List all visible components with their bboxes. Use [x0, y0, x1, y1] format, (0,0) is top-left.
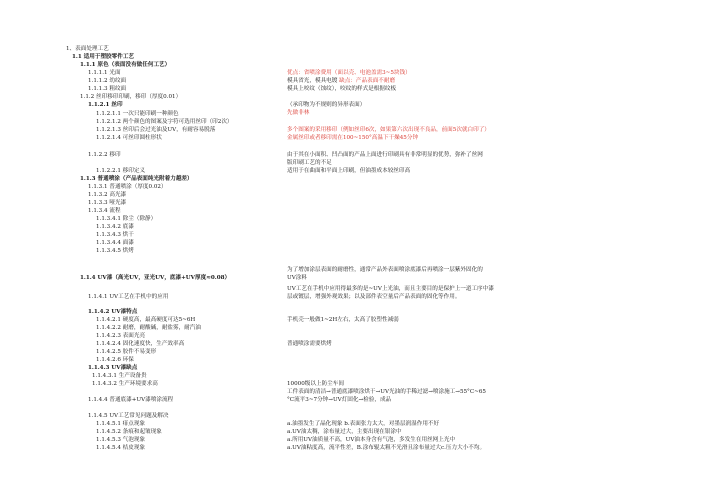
note-text: 版印刷工艺的不足 [287, 160, 332, 166]
outline-item: 1.1.1.2 幼纹面 [88, 78, 127, 84]
outline-item: 1.1.2 丝印移印印刷，移印（厚度0.01） [80, 94, 182, 100]
outline-item: 1.1.4.4 普通底漆+UV漆喷涂流程 [88, 397, 174, 403]
outline-item: 1.1.4.1 UV工艺在手机中的应用 [88, 294, 169, 300]
note-text: 适用于在曲面和平面上印刷，但油墨成本较丝印高 [287, 168, 411, 174]
outline-item: 1.1.2.1 丝印 [88, 102, 123, 108]
outline-item: 1.1.4.2.3 表面光亮 [96, 333, 146, 339]
outline-item: 1.1.1.3 粗纹面 [88, 86, 127, 92]
note-text: 为了增加涂层表面的耐磨性，通常产品外表面喷涂底漆后再喷涂一层紫外固化的 [287, 267, 483, 273]
note-text: 普通喷涂需要烘烤 [287, 341, 332, 347]
note-text: 先做非林 [287, 110, 310, 116]
outline-item: 1.1.2.1.3 丝印后会过光油及UV，有耐容易脱落 [96, 127, 216, 133]
outline-item: 1.1.3.2 高光漆 [88, 192, 127, 198]
note-text: UV涂料 [287, 275, 307, 281]
note-text: 层或镀层，增强外观效果；以及部件表空量后产品表面的固化等作用。 [287, 294, 461, 300]
outline-item: 1.1.3.4.4 面漆 [96, 240, 134, 246]
note-text: （承印物为不规则的异形表面） [287, 102, 366, 108]
outline-item: 1.1.4.5 UV工艺常见问题及解决 [88, 413, 169, 419]
outline-item: 1.1.4.5.4 桔皮现象 [96, 445, 146, 451]
outline-item: 1.1.2.2 移印 [88, 152, 121, 158]
note-highlight: 缺点：产品表面不耐磨 [339, 78, 396, 84]
outline-item: 1.1.4.3.1 生产设备贵 [92, 373, 147, 379]
outline-item: 1.1.3.4.2 底漆 [96, 224, 134, 230]
outline-item: 1.1.3.4.5 烘烤 [96, 248, 134, 254]
outline-item: 1.1.4.2 UV漆特点 [88, 309, 138, 315]
note-text: a.UV油粘度高，流平性差，B.涂布辊太粗不光滑且涂布量过大c.压力大小不均。 [287, 445, 486, 451]
outline-item: 1.1.4.5.3 气泡现象 [96, 437, 146, 443]
outline-item: 1.1.4.3 UV漆缺点 [88, 365, 138, 371]
note-text: a.油墨发生了晶化现象 b.表面张力太大，对墨层润湿作用不好 [287, 421, 440, 427]
note-text: 金属丝印或者移印需在100~150°高温下干燥45分钟 [287, 135, 419, 141]
outline-item: 1.1.1 原色（表面没有做任何工艺） [80, 62, 171, 68]
outline-item: 1.1.4.2.2 耐磨，耐酸碱，耐盐雾，耐汽油 [96, 325, 201, 331]
note-text: a.UV油太稠，涂布量过大，主要出现在银涂中 [287, 429, 402, 435]
outline-item: 1.1.4 UV漆（高光UV，亚光UV，底漆+UV厚度≈0.08） [80, 275, 231, 281]
outline-item: 1.1.2.2.1 移印定义 [96, 168, 146, 174]
outline-item: 1.1.2.1.1 一次只能印刷一种颜色 [96, 111, 179, 117]
outline-item: 1.1 适用于塑胶零件工艺 [72, 54, 135, 60]
outline-item: 1.1.3.4 流程 [88, 208, 121, 214]
note-text: 工件表面的清洁→普通底漆喷涂烘干→UV光油的手稀过滤→喷涂施工→55°C~65 [287, 389, 486, 395]
outline-item: 1.1.4.5.1 痱点现象 [96, 421, 146, 427]
note-text: 优点：省喷涂费用（面以壳、电池盖需3~5块钱） [287, 70, 411, 76]
outline-item: 1.1.2.1.2 两个颜色的图案及字符可选用丝印（印2次） [96, 119, 233, 125]
outline-item: 1、表面处理工艺 [66, 46, 109, 52]
outline-item: 1.1.3.1 普通喷涂（厚度0.02） [88, 184, 167, 190]
outline-item: 1.1.4.5.2 条痕和起皱现象 [96, 429, 162, 435]
note-text: a.所用UV油质量不高，UV油本身含有气泡，多发生在用丝网上光中 [287, 437, 456, 443]
outline-item: 1.1.4.2.6 环保 [96, 357, 134, 363]
outline-item: 1.1.4.2.1 硬度高，最高硬度可达5~6H [96, 317, 196, 323]
outline-item: 1.1.4.2.5 胶件不易变形 [96, 349, 157, 355]
note-text: 模具上咬纹（蚀纹），咬纹的样式是根据纹板 [287, 86, 397, 92]
outline-item: 1.1.3.3 哑光漆 [88, 200, 127, 206]
note-text: UV工艺在手机中应用得最多的是~UV上光油，而且主要目的是保护上一道工序中漆 [287, 286, 494, 292]
outline-item: 1.1.2.1.4 可丝印圆柱形状 [96, 135, 162, 141]
note-text: 模具省光，模具电镀 缺点：产品表面不耐磨 [287, 78, 396, 84]
note-text: °C流平3~7分钟→UV灯固化→检验，成品 [287, 397, 392, 403]
note-text: 手机壳一般做1~2H左右，太高了胶塑性减弱 [287, 317, 399, 323]
outline-item: 1.1.3 普通喷涂（产品表面纯光附着力越差） [80, 176, 193, 182]
outline-item: 1.1.4.2.4 固化速度快，生产效率高 [96, 341, 185, 347]
note-text: 10000级以上防尘车间 [287, 381, 344, 387]
note-text: 多个图案的采用移印（例如丝印6次，如果第六次出现不良品，前面5次就白印了） [287, 127, 490, 133]
note-text: 由于其在小面积、凹凸面的产品上面进行印刷具有非常明显的优势，弥补了丝网 [287, 152, 483, 158]
outline-item: 1.1.3.4.1 除尘（除静） [96, 216, 157, 222]
outline-item: 1.1.3.4.3 烘干 [96, 232, 134, 238]
outline-item: 1.1.4.3.2 生产环境要求高 [92, 381, 158, 387]
outline-item: 1.1.1.1 光面 [88, 70, 121, 76]
